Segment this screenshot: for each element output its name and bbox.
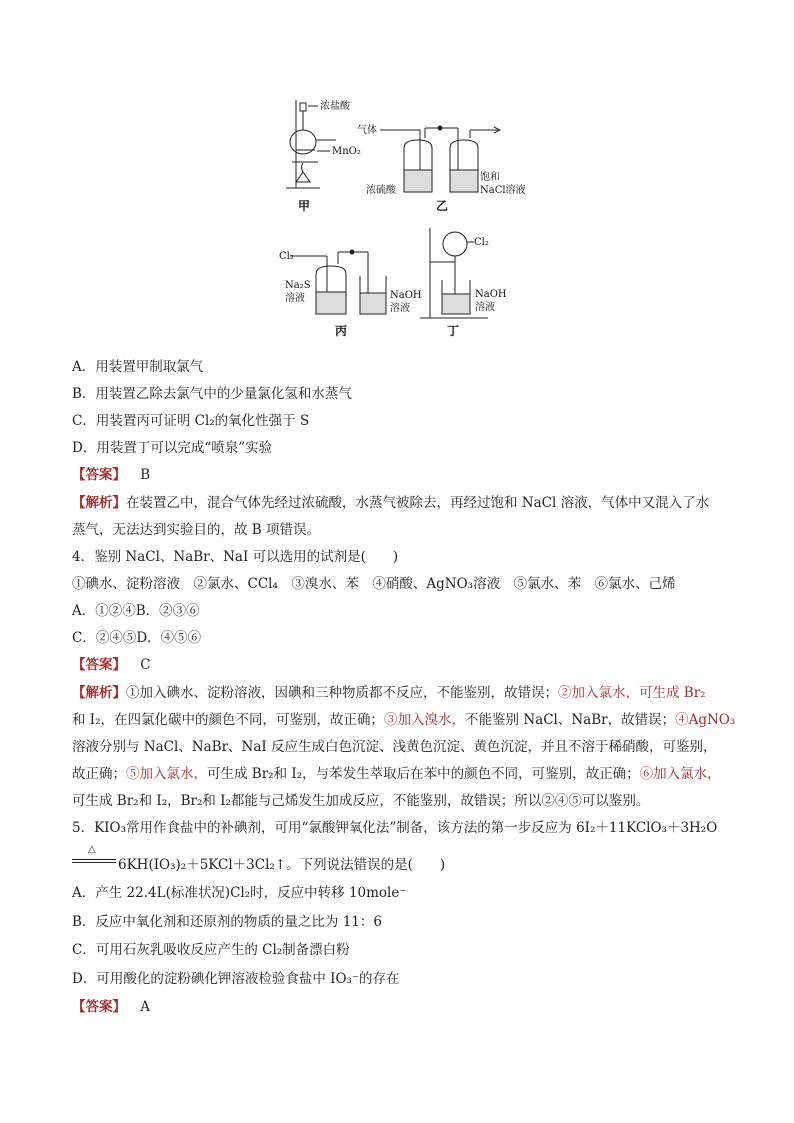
answer-tag: 【答案】	[72, 657, 126, 673]
q3-option-d: D．用装置丁可以完成“喷泉”实验	[72, 440, 273, 456]
q5-answer	[72, 997, 150, 1017]
answer-tag: 【答案】	[72, 467, 126, 483]
explanation-text: 不能鉴别 NaCl、NaBr，故错误；	[465, 712, 676, 728]
caption-jia: 甲	[298, 199, 311, 213]
caption-ding: 丁	[447, 324, 460, 338]
q4-explanation-line-4	[72, 764, 721, 784]
apparatus-ding	[420, 228, 507, 338]
q3-option-a: A．用装置甲制取氯气	[72, 359, 204, 375]
label-gas: 气体	[357, 125, 377, 136]
q3-option-c: C．用装置丙可证明 Cl₂的氧化性强于 S	[72, 413, 310, 429]
label-cl2-bing: Cl₂	[279, 251, 294, 262]
q3-explanation-line-1	[72, 493, 709, 513]
answer-value: B	[140, 467, 151, 483]
q4-options-ab: A．①②④B．②③⑥	[72, 603, 200, 619]
label-naoh-bing-solution: 溶液	[390, 303, 410, 314]
answer-value: A	[140, 999, 151, 1015]
q5-stem-line-1: 5．KIO₃常用作食盐中的补碘剂，可用“氯酸钾氧化法”制备，该方法的第一步反应为 6I₂＋11KClO₃＋3H₂O	[72, 820, 718, 836]
q5-option-d: D．可用酸化的淀粉碘化钾溶液检验食盐中 IO₃⁻的存在	[72, 971, 400, 987]
explanation-highlight: ④AgNO₃	[675, 712, 736, 728]
apparatus-yi	[357, 123, 526, 213]
q4-answer	[72, 655, 151, 675]
q5-stem-line-2: 6KH(IO₃)₂＋5KCl＋3Cl₂↑。下列说法错误的是( )	[118, 857, 446, 873]
q4-explanation-line-2	[72, 710, 735, 730]
q3-answer	[72, 465, 150, 485]
q4-explanation-line-3: 溶液分别与 NaCl、NaBr、NaI 反应生成白色沉淀、浅黄色沉淀、黄色沉淀，并且不溶于稀硝酸，可鉴别，	[72, 739, 717, 755]
q3-explanation-line-2: 蒸气，无法达到实验目的，故 B 项错误。	[72, 522, 321, 538]
label-conc-hcl: 浓盐酸	[320, 101, 350, 112]
label-saturated: 饱和	[480, 172, 500, 183]
explanation-text: 和 I₂，在四氯化碳中的颜色不同，可鉴别，故正确；	[72, 712, 385, 728]
explanation-text: ①加入碘水、淀粉溶液，因碘和三种物质都不反应，不能鉴别，故错误；	[126, 685, 558, 701]
q5-option-c: C．可用石灰乳吸收反应产生的 Cl₂制备漂白粉	[72, 942, 350, 958]
explanation-text: 故正确；	[72, 766, 126, 782]
q3-option-b: B．用装置乙除去氯气中的少量氯化氢和水蒸气	[72, 386, 352, 402]
label-na2s: Na₂S	[285, 280, 311, 291]
explanation-text: 在装置乙中，混合气体先经过浓硫酸，水蒸气被除去，再经过饱和 NaCl 溶液，气体中又混入了水	[126, 495, 710, 511]
explanation-highlight: ⑤加入氯水，	[126, 766, 207, 782]
explanation-highlight: ③加入溴水，	[384, 712, 466, 728]
explanation-highlight: ⑥加入氯水，	[639, 766, 721, 782]
explanation-tag: 【解析】	[72, 495, 126, 511]
caption-yi: 乙	[436, 199, 449, 213]
q4-stem: 4．鉴别 NaCl、NaBr、NaI 可以选用的试剂是( )	[72, 549, 399, 565]
q4-explanation-line-5: 可生成 Br₂和 I₂，Br₂和 I₂都能与己烯发生加成反应，不能鉴别，故错误；所以②④⑤可以鉴别。	[72, 793, 650, 809]
explanation-text: 可生成 Br₂和 I₂，与苯发生萃取后在苯中的颜色不同，可鉴别，故正确；	[207, 766, 640, 782]
apparatus-figure	[0, 0, 794, 350]
explanation-highlight: ②加入氯水，可生成 Br₂	[558, 685, 706, 701]
equals-bar-bottom	[72, 862, 116, 863]
q5-option-a: A．产生 22.4L(标准状况)Cl₂时，反应中转移 10mole⁻	[72, 885, 407, 901]
q5-option-b: B．反应中氧化剂和还原剂的物质的量之比为 11：6	[72, 914, 382, 930]
q4-options-cd: C．②④⑤D．④⑤⑥	[72, 630, 202, 646]
apparatus-jia	[286, 99, 361, 213]
label-naoh-ding-solution: 溶液	[475, 302, 495, 313]
equals-bar-top	[72, 859, 116, 860]
reaction-heating-sign	[72, 846, 116, 868]
explanation-tag: 【解析】	[72, 685, 126, 701]
answer-value: C	[140, 657, 151, 673]
q4-reagents: ①碘水、淀粉溶液 ②氯水、CCl₄ ③溴水、苯 ④硝酸、AgNO₃溶液 ⑤氯水、苯 ⑥氯水、己烯	[72, 576, 676, 592]
caption-bing: 丙	[335, 324, 348, 338]
label-naoh-bing: NaOH	[390, 290, 422, 301]
label-na2s-solution: 溶液	[285, 293, 305, 304]
label-mno2: MnO₂	[332, 146, 361, 157]
label-naoh-ding: NaOH	[475, 289, 507, 300]
label-conc-h2so4: 浓硫酸	[366, 185, 396, 196]
label-cl2-ding: Cl₂	[474, 237, 489, 248]
apparatus-bing	[279, 250, 422, 338]
q4-explanation-line-1	[72, 683, 706, 703]
answer-tag: 【答案】	[72, 999, 126, 1015]
label-nacl-solution: NaCl溶液	[480, 185, 526, 196]
delta-symbol: △	[88, 844, 96, 855]
